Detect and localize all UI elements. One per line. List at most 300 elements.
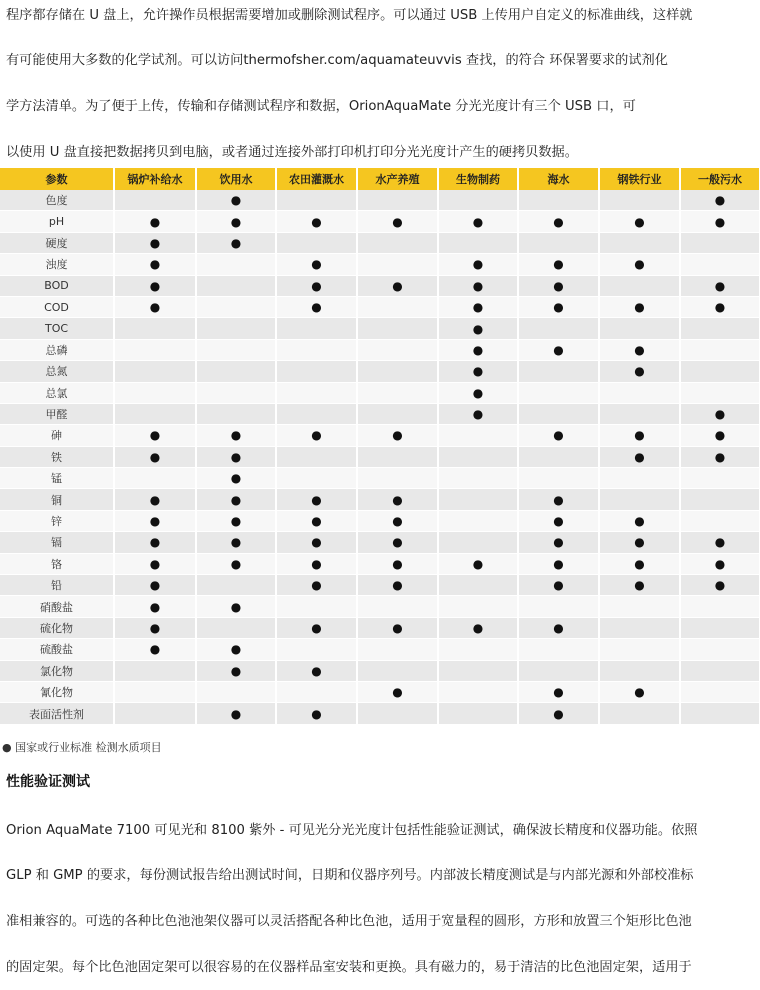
table-cell <box>276 703 357 724</box>
applicable-dot-icon: ● <box>714 535 726 550</box>
parameter-name: 总磷 <box>0 339 114 360</box>
table-cell <box>438 468 518 489</box>
table-cell <box>357 575 438 596</box>
header-seawater: 海水 <box>518 168 599 190</box>
table-row <box>0 575 760 596</box>
table-cell <box>599 254 680 275</box>
table-row <box>0 211 760 232</box>
table-cell <box>276 296 357 317</box>
table-cell <box>438 575 518 596</box>
applicable-dot-icon: ● <box>553 556 564 571</box>
applicable-dot-icon: ● <box>714 407 726 422</box>
table-cell <box>680 296 760 317</box>
applicable-dot-icon: ● <box>714 556 726 571</box>
table-cell <box>438 446 518 467</box>
table-row <box>0 681 760 702</box>
applicable-dot-icon: ● <box>149 578 161 593</box>
applicable-dot-icon: ● <box>634 428 645 443</box>
table-cell <box>518 425 599 446</box>
parameter-name: 锌 <box>0 510 114 531</box>
table-cell <box>114 339 196 360</box>
applicable-dot-icon: ● <box>553 685 564 700</box>
table-cell <box>599 660 680 681</box>
table-cell <box>357 489 438 510</box>
applicable-dot-icon: ● <box>149 535 161 550</box>
table-row <box>0 361 760 382</box>
table-cell <box>114 446 196 467</box>
applicable-dot-icon: ● <box>553 706 564 721</box>
applicable-dot-icon: ● <box>149 599 161 614</box>
table-cell <box>518 532 599 553</box>
applicable-dot-icon: ● <box>634 556 645 571</box>
applicable-dot-icon: ● <box>230 706 242 721</box>
table-cell <box>196 468 276 489</box>
applicable-dot-icon: ● <box>149 214 161 229</box>
table-cell <box>357 361 438 382</box>
applicable-dot-icon: ● <box>230 449 242 464</box>
applicable-dot-icon: ● <box>230 492 242 507</box>
table-cell <box>114 553 196 574</box>
table-cell <box>114 681 196 702</box>
table-legend: ● 国家或行业标准 检测水质项目 <box>2 741 162 754</box>
table-cell <box>438 425 518 446</box>
table-cell <box>680 660 760 681</box>
table-cell <box>599 468 680 489</box>
applicable-dot-icon: ● <box>714 578 726 593</box>
table-cell <box>599 318 680 339</box>
table-cell <box>357 382 438 403</box>
intro-line-2: 有可能使用大多数的化学试剂。可以访问thermofsher.com/aquamateuvvis 查找，的符合 环保署要求的试剂化 <box>6 53 668 68</box>
table-cell <box>438 617 518 638</box>
table-row <box>0 296 760 317</box>
applicable-dot-icon: ● <box>553 257 564 272</box>
table-row <box>0 617 760 638</box>
table-cell <box>276 639 357 660</box>
table-row <box>0 703 760 724</box>
table-cell <box>276 468 357 489</box>
table-cell <box>196 510 276 531</box>
table-cell <box>114 703 196 724</box>
applicable-dot-icon: ● <box>230 535 242 550</box>
table-cell <box>114 596 196 617</box>
header-parameter: 参数 <box>0 168 114 190</box>
parameter-name: pH <box>0 211 114 232</box>
table-cell <box>680 211 760 232</box>
header-irrigation-water: 农田灌溉水 <box>276 168 357 190</box>
table-row <box>0 254 760 275</box>
intro-line-4: 以使用 U 盘直接把数据拷贝到电脑，或者通过连接外部打印机打印分光光度计产生的硬拷贝数据。 <box>6 145 578 160</box>
table-cell <box>357 617 438 638</box>
table-cell <box>276 575 357 596</box>
table-cell <box>357 296 438 317</box>
parameter-name: TOC <box>0 318 114 339</box>
table-cell <box>196 681 276 702</box>
table-cell <box>599 703 680 724</box>
table-cell <box>438 211 518 232</box>
table-cell <box>114 425 196 446</box>
table-cell <box>518 703 599 724</box>
table-cell <box>276 361 357 382</box>
table-cell <box>114 382 196 403</box>
table-cell <box>680 361 760 382</box>
table-row <box>0 660 760 681</box>
table-cell <box>357 660 438 681</box>
table-row <box>0 339 760 360</box>
parameter-name: 表面活性剂 <box>0 703 114 724</box>
table-cell <box>276 403 357 424</box>
applicable-dot-icon: ● <box>311 214 322 229</box>
table-cell <box>196 318 276 339</box>
table-cell <box>599 275 680 296</box>
table-cell <box>438 639 518 660</box>
table-cell <box>518 232 599 253</box>
table-cell <box>438 703 518 724</box>
table-cell <box>680 596 760 617</box>
applicable-dot-icon: ● <box>714 193 726 208</box>
table-cell <box>680 489 760 510</box>
table-cell <box>518 660 599 681</box>
table-cell <box>276 275 357 296</box>
applicable-dot-icon: ● <box>311 514 322 529</box>
table-cell <box>196 425 276 446</box>
table-cell <box>438 318 518 339</box>
table-cell <box>114 361 196 382</box>
table-cell <box>196 254 276 275</box>
table-cell <box>357 275 438 296</box>
applicable-dot-icon: ● <box>553 342 564 357</box>
applicable-dot-icon: ● <box>149 235 161 250</box>
parameter-name: 总氮 <box>0 361 114 382</box>
applicable-dot-icon: ● <box>230 556 242 571</box>
table-cell <box>114 403 196 424</box>
table-cell <box>438 403 518 424</box>
applicable-dot-icon: ● <box>553 428 564 443</box>
table-row <box>0 510 760 531</box>
parameter-name: BOD <box>0 275 114 296</box>
table-cell <box>276 681 357 702</box>
table-cell <box>357 510 438 531</box>
table-cell <box>518 617 599 638</box>
intro-line-3: 学方法清单。为了便于上传，传输和存储测试程序和数据，OrionAquaMate 分光光度计有三个 USB 口，可 <box>6 99 636 114</box>
table-row <box>0 403 760 424</box>
table-row <box>0 382 760 403</box>
table-cell <box>680 639 760 660</box>
table-cell <box>599 446 680 467</box>
table-cell <box>518 468 599 489</box>
table-cell <box>680 339 760 360</box>
table-cell <box>438 382 518 403</box>
table-cell <box>438 553 518 574</box>
header-steel-industry: 钢铁行业 <box>599 168 680 190</box>
applicable-dot-icon: ● <box>392 621 403 635</box>
table-cell <box>518 382 599 403</box>
table-cell <box>680 703 760 724</box>
applicable-dot-icon: ● <box>392 214 403 229</box>
table-row <box>0 232 760 253</box>
table-cell <box>114 296 196 317</box>
table-cell <box>518 403 599 424</box>
parameter-name: 铅 <box>0 575 114 596</box>
water-parameter-table <box>0 168 760 725</box>
table-row <box>0 532 760 553</box>
applicable-dot-icon: ● <box>634 535 645 550</box>
table-cell <box>680 617 760 638</box>
table-cell <box>196 703 276 724</box>
table-cell <box>680 275 760 296</box>
table-cell <box>196 596 276 617</box>
table-row <box>0 318 760 339</box>
table-cell <box>276 660 357 681</box>
table-cell <box>518 339 599 360</box>
table-cell <box>357 596 438 617</box>
applicable-dot-icon: ● <box>311 257 322 272</box>
parameter-name: 甲醛 <box>0 403 114 424</box>
applicable-dot-icon: ● <box>472 407 484 422</box>
body-line-1: Orion AquaMate 7100 可见光和 8100 紫外 - 可见光分光光度计包括性能验证测试，确保波长精度和仪器功能。依照 <box>6 823 698 838</box>
table-cell <box>196 639 276 660</box>
table-cell <box>518 596 599 617</box>
table-cell <box>518 446 599 467</box>
table-cell <box>276 446 357 467</box>
table-cell <box>196 660 276 681</box>
applicable-dot-icon: ● <box>311 428 322 443</box>
applicable-dot-icon: ● <box>230 193 242 208</box>
table-cell <box>438 339 518 360</box>
parameter-name: 氰化物 <box>0 681 114 702</box>
applicable-dot-icon: ● <box>149 428 161 443</box>
table-cell <box>196 339 276 360</box>
applicable-dot-icon: ● <box>230 471 242 486</box>
applicable-dot-icon: ● <box>472 321 484 336</box>
parameter-name: COD <box>0 296 114 317</box>
table-cell <box>599 382 680 403</box>
table-row <box>0 639 760 660</box>
table-row <box>0 489 760 510</box>
applicable-dot-icon: ● <box>311 535 322 550</box>
table-cell <box>114 254 196 275</box>
applicable-dot-icon: ● <box>714 428 726 443</box>
table-cell <box>518 510 599 531</box>
table-cell <box>357 468 438 489</box>
header-drinking-water: 饮用水 <box>196 168 276 190</box>
table-cell <box>518 681 599 702</box>
header-biopharma: 生物制药 <box>438 168 518 190</box>
applicable-dot-icon: ● <box>230 428 242 443</box>
table-cell <box>196 617 276 638</box>
table-row <box>0 446 760 467</box>
table-cell <box>680 382 760 403</box>
applicable-dot-icon: ● <box>472 342 484 357</box>
applicable-dot-icon: ● <box>230 663 242 678</box>
applicable-dot-icon: ● <box>714 300 726 315</box>
table-cell <box>114 190 196 211</box>
parameter-name: 硬度 <box>0 232 114 253</box>
table-cell <box>357 639 438 660</box>
table-cell <box>276 382 357 403</box>
table-cell <box>599 617 680 638</box>
table-cell <box>599 681 680 702</box>
parameter-name: 色度 <box>0 190 114 211</box>
table-cell <box>276 532 357 553</box>
table-cell <box>114 275 196 296</box>
table-cell <box>680 232 760 253</box>
table-cell <box>196 575 276 596</box>
table-cell <box>196 532 276 553</box>
table-cell <box>680 446 760 467</box>
table-cell <box>114 617 196 638</box>
section-heading: 性能验证测试 <box>6 774 90 790</box>
parameter-name: 总氯 <box>0 382 114 403</box>
applicable-dot-icon: ● <box>553 535 564 550</box>
applicable-dot-icon: ● <box>392 578 403 593</box>
table-cell <box>276 190 357 211</box>
table-cell <box>276 254 357 275</box>
table-cell <box>114 575 196 596</box>
applicable-dot-icon: ● <box>553 621 564 635</box>
applicable-dot-icon: ● <box>553 278 564 293</box>
table-cell <box>680 553 760 574</box>
table-cell <box>438 254 518 275</box>
applicable-dot-icon: ● <box>472 278 484 293</box>
table-cell <box>680 468 760 489</box>
table-cell <box>438 275 518 296</box>
parameter-name: 氯化物 <box>0 660 114 681</box>
table-body <box>0 190 760 724</box>
table-cell <box>680 190 760 211</box>
table-cell <box>196 446 276 467</box>
applicable-dot-icon: ● <box>230 235 242 250</box>
table-cell <box>518 296 599 317</box>
applicable-dot-icon: ● <box>634 578 645 593</box>
table-cell <box>599 553 680 574</box>
table-cell <box>114 489 196 510</box>
applicable-dot-icon: ● <box>392 278 403 293</box>
table-row <box>0 275 760 296</box>
parameter-name: 浊度 <box>0 254 114 275</box>
table-cell <box>357 190 438 211</box>
table-cell <box>599 361 680 382</box>
table-cell <box>276 489 357 510</box>
table-cell <box>599 510 680 531</box>
table-cell <box>196 553 276 574</box>
header-boiler-water: 锅炉补给水 <box>114 168 196 190</box>
table-cell <box>196 403 276 424</box>
applicable-dot-icon: ● <box>149 621 161 635</box>
table-cell <box>357 553 438 574</box>
table-cell <box>357 446 438 467</box>
applicable-dot-icon: ● <box>553 300 564 315</box>
table-cell <box>438 489 518 510</box>
table-cell <box>114 660 196 681</box>
applicable-dot-icon: ● <box>149 492 161 507</box>
table-cell <box>357 211 438 232</box>
applicable-dot-icon: ● <box>149 514 161 529</box>
table-cell <box>518 639 599 660</box>
table-cell <box>680 403 760 424</box>
parameter-name: 铜 <box>0 489 114 510</box>
header-aquaculture: 水产养殖 <box>357 168 438 190</box>
applicable-dot-icon: ● <box>634 364 645 379</box>
parameter-name: 铬 <box>0 553 114 574</box>
parameter-name: 锰 <box>0 468 114 489</box>
applicable-dot-icon: ● <box>230 514 242 529</box>
table-cell <box>357 532 438 553</box>
parameter-name: 硫化物 <box>0 617 114 638</box>
table-cell <box>680 254 760 275</box>
applicable-dot-icon: ● <box>392 535 403 550</box>
applicable-dot-icon: ● <box>634 257 645 272</box>
header-general-wastewater: 一般污水 <box>680 168 760 190</box>
table-cell <box>599 190 680 211</box>
table-cell <box>196 382 276 403</box>
applicable-dot-icon: ● <box>634 685 645 700</box>
applicable-dot-icon: ● <box>230 642 242 657</box>
applicable-dot-icon: ● <box>714 449 726 464</box>
table-cell <box>196 361 276 382</box>
applicable-dot-icon: ● <box>392 492 403 507</box>
applicable-dot-icon: ● <box>472 556 484 571</box>
table-cell <box>438 660 518 681</box>
applicable-dot-icon: ● <box>311 706 322 721</box>
table-cell <box>438 532 518 553</box>
applicable-dot-icon: ● <box>311 621 322 635</box>
table-cell <box>276 596 357 617</box>
applicable-dot-icon: ● <box>634 449 645 464</box>
table-cell <box>599 596 680 617</box>
table-cell <box>518 553 599 574</box>
table-cell <box>599 211 680 232</box>
parameter-name: 硝酸盐 <box>0 596 114 617</box>
table-cell <box>680 575 760 596</box>
table-cell <box>196 232 276 253</box>
table-cell <box>680 532 760 553</box>
table-cell <box>196 275 276 296</box>
table-cell <box>276 211 357 232</box>
table-cell <box>276 510 357 531</box>
applicable-dot-icon: ● <box>311 278 322 293</box>
table-cell <box>599 296 680 317</box>
table-cell <box>518 489 599 510</box>
applicable-dot-icon: ● <box>553 214 564 229</box>
applicable-dot-icon: ● <box>311 492 322 507</box>
table-cell <box>276 339 357 360</box>
applicable-dot-icon: ● <box>634 514 645 529</box>
table-cell <box>276 318 357 339</box>
table-cell <box>357 254 438 275</box>
table-cell <box>357 681 438 702</box>
table-row <box>0 190 760 211</box>
applicable-dot-icon: ● <box>553 514 564 529</box>
table-cell <box>357 232 438 253</box>
table-cell <box>599 639 680 660</box>
table-cell <box>680 681 760 702</box>
table-cell <box>276 553 357 574</box>
table-cell <box>518 190 599 211</box>
table-cell <box>196 489 276 510</box>
intro-line-1: 程序都存储在 U 盘上，允许操作员根据需要增加或删除测试程序。可以通过 USB 上传用户自定义的标准曲线，这样就 <box>6 8 693 23</box>
table-row <box>0 596 760 617</box>
table-cell <box>599 489 680 510</box>
applicable-dot-icon: ● <box>230 599 242 614</box>
table-row <box>0 468 760 489</box>
parameter-name: 砷 <box>0 425 114 446</box>
parameter-name: 硫酸盐 <box>0 639 114 660</box>
table-cell <box>114 232 196 253</box>
applicable-dot-icon: ● <box>634 214 645 229</box>
body-line-3: 准相兼容的。可选的各种比色池池架仪器可以灵活搭配各种比色池，适用于宽量程的圆形，方形和放置三个矩形比色池 <box>6 914 692 929</box>
table-cell <box>438 296 518 317</box>
applicable-dot-icon: ● <box>230 214 242 229</box>
